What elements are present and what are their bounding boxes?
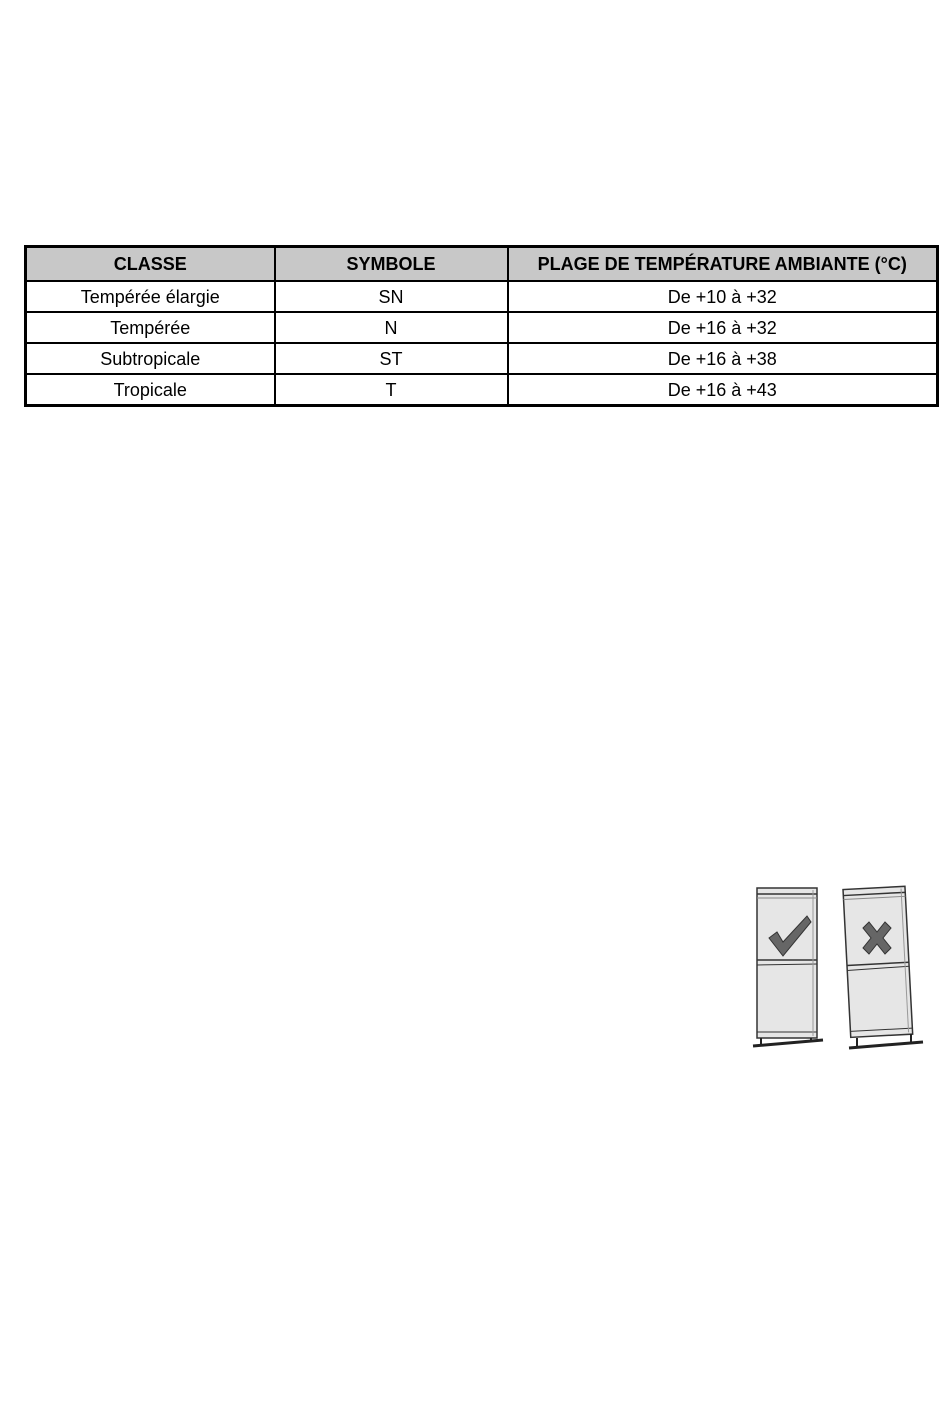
cell-range: De +10 à +32: [508, 281, 938, 312]
header-range: PLAGE DE TEMPÉRATURE AMBIANTE (°C): [508, 247, 938, 282]
table-row: [26, 343, 938, 374]
climate-class-table: [24, 245, 939, 407]
tilted-fridge: [843, 886, 913, 1037]
header-class: CLASSE: [26, 247, 275, 282]
table-header-row: [26, 247, 938, 282]
cell-symbol: N: [275, 312, 508, 343]
cell-range: De +16 à +43: [508, 374, 938, 406]
table-row: [26, 281, 938, 312]
header-symbol: SYMBOLE: [275, 247, 508, 282]
cell-symbol: SN: [275, 281, 508, 312]
cell-class: Tropicale: [26, 374, 275, 406]
table-row: [26, 374, 938, 406]
fridge-leveling-illustration: [745, 880, 930, 1055]
cell-range: De +16 à +38: [508, 343, 938, 374]
cell-class: Tempérée: [26, 312, 275, 343]
cell-symbol: T: [275, 374, 508, 406]
cell-range: De +16 à +32: [508, 312, 938, 343]
cell-class: Subtropicale: [26, 343, 275, 374]
cell-class: Tempérée élargie: [26, 281, 275, 312]
cell-symbol: ST: [275, 343, 508, 374]
upright-fridge: [753, 888, 823, 1046]
table-row: [26, 312, 938, 343]
